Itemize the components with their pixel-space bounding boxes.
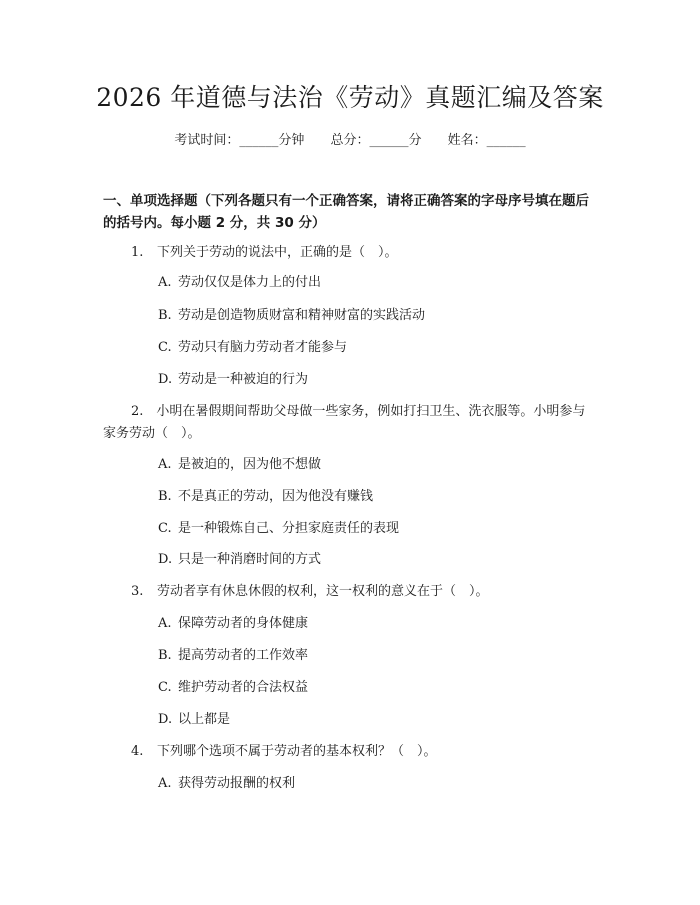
total-score-field: 总分：______分	[330, 133, 422, 148]
section-heading: 一、单项选择题（下列各题只有一个正确答案，请将正确答案的字母序号填在题后的括号内。每小题 2 分，共 30 分）	[103, 193, 589, 231]
exam-info-line	[0, 131, 700, 151]
option-item	[158, 337, 347, 359]
question-2	[103, 401, 598, 445]
option-text: 以上都是	[178, 712, 231, 727]
option-item	[158, 518, 399, 540]
option-letter: C.	[158, 680, 172, 695]
student-name-field: 姓名：______	[447, 133, 526, 148]
question-text: 劳动者享有休息休假的权利，这一权利的意义在于（ ）。	[157, 584, 489, 599]
option-text: 劳动只有脑力劳动者才能参与	[178, 340, 348, 355]
option-letter: A.	[158, 275, 172, 290]
option-item	[158, 645, 308, 667]
option-letter: B.	[158, 308, 172, 323]
option-letter: B.	[158, 489, 172, 504]
option-text: 劳动是创造物质财富和精神财富的实践活动	[178, 308, 426, 323]
option-letter: C.	[158, 340, 172, 355]
option-text: 劳动是一种被迫的行为	[178, 372, 309, 387]
question-number: 4.	[131, 744, 144, 759]
option-item	[158, 272, 321, 294]
option-letter: C.	[158, 521, 172, 536]
option-item	[158, 709, 230, 731]
option-letter: D.	[158, 552, 173, 567]
option-text: 是被迫的，因为他不想做	[178, 457, 322, 472]
option-text: 不是真正的劳动，因为他没有赚钱	[178, 489, 374, 504]
exam-time-field: 考试时间：______分钟	[174, 133, 305, 148]
option-item	[158, 486, 373, 508]
option-text: 只是一种消磨时间的方式	[178, 552, 322, 567]
document-title: 2026 年道德与法治《劳动》真题汇编及答案	[96, 83, 604, 112]
question-1	[103, 242, 598, 264]
option-item	[158, 454, 321, 476]
option-letter: B.	[158, 648, 172, 663]
question-number: 3.	[131, 584, 144, 599]
option-letter: A.	[158, 457, 172, 472]
question-number: 2.	[131, 404, 144, 419]
option-item	[158, 369, 308, 391]
option-letter: D.	[158, 372, 173, 387]
question-3	[103, 581, 598, 603]
option-item	[158, 773, 295, 795]
option-item	[158, 305, 425, 327]
option-text: 维护劳动者的合法权益	[178, 680, 309, 695]
option-letter: A.	[158, 776, 172, 791]
option-text: 保障劳动者的身体健康	[178, 616, 309, 631]
option-item	[158, 549, 321, 571]
option-text: 劳动仅仅是体力上的付出	[178, 275, 322, 290]
question-number: 1.	[131, 245, 144, 260]
option-letter: D.	[158, 712, 173, 727]
option-text: 获得劳动报酬的权利	[178, 776, 296, 791]
question-text: 下列哪个选项不属于劳动者的基本权利？（ ）。	[157, 744, 437, 759]
question-4	[103, 741, 598, 763]
option-item	[158, 613, 308, 635]
option-item	[158, 677, 308, 699]
option-letter: A.	[158, 616, 172, 631]
question-text: 下列关于劳动的说法中，正确的是（ ）。	[157, 245, 398, 260]
question-text: 小明在暑假期间帮助父母做一些家务，例如打扫卫生、洗衣服等。小明参与家务劳动（ ）。	[103, 404, 586, 441]
option-text: 是一种锻炼自己、分担家庭责任的表现	[178, 521, 400, 536]
option-text: 提高劳动者的工作效率	[178, 648, 309, 663]
